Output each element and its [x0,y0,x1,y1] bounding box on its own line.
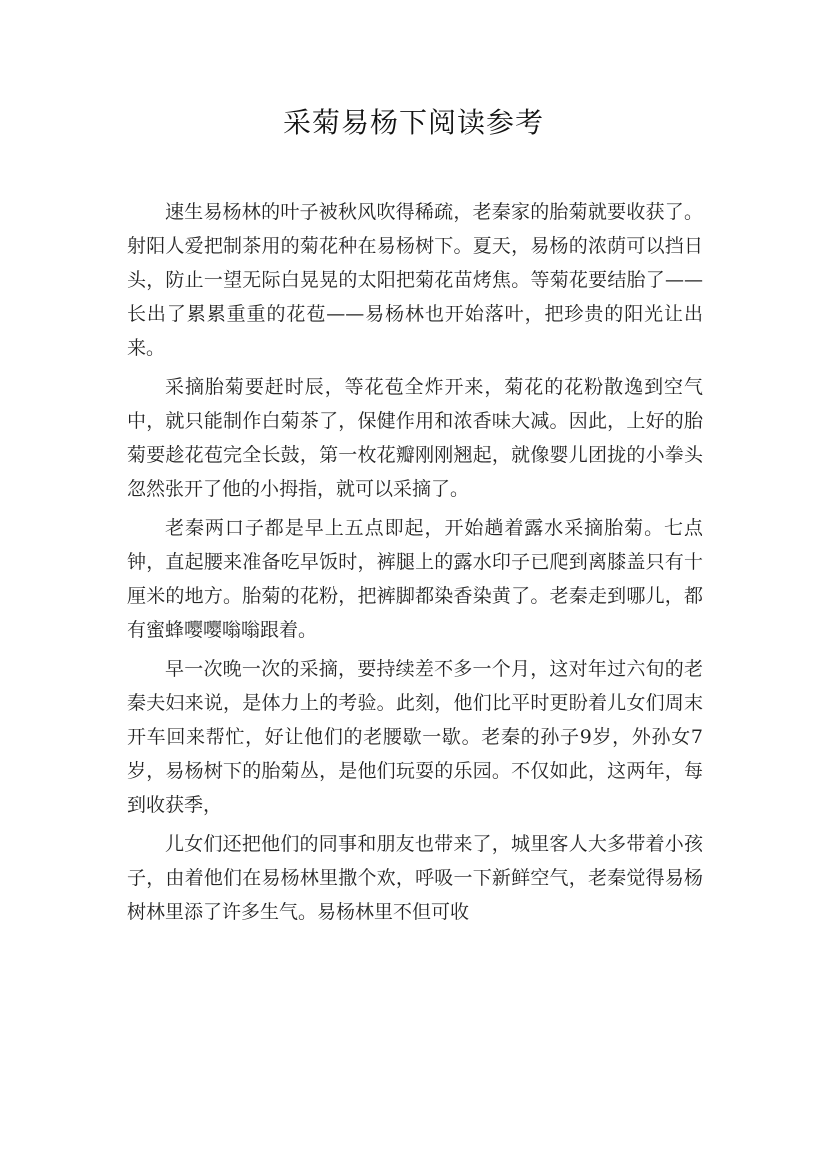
paragraph-3: 老秦两口子都是早上五点即起，开始趟着露水采摘胎菊。七点钟，直起腰来准备吃早饭时，裤腿上的露水印子已爬到离膝盖只有十厘米的地方。胎菊的花粉，把裤脚都染香染黄了。老秦走到哪儿，都有蜜蜂嘤嘤嗡嗡跟着。 [127,517,703,641]
document-title: 采菊易杨下阅读参考 [282,106,544,139]
document-body [127,195,703,934]
paragraph-1: 速生易杨林的叶子被秋风吹得稀疏，老秦家的胎菊就要收获了。射阳人爱把制茶用的菊花种在易杨树下。夏天，易杨的浓荫可以挡日头，防止一望无际白晃晃的太阳把菊花苗烤焦。等菊花要结胎了——长出了累累重重的花苞——易杨林也开始落叶，把珍贵的阳光让出来。 [127,201,703,359]
paragraph-5: 儿女们还把他们的同事和朋友也带来了，城里客人大多带着小孩子，由着他们在易杨林里撒个欢，呼吸一下新鲜空气，老秦觉得易杨树林里添了许多生气。易杨林里不但可收 [127,833,703,923]
paragraph-2: 采摘胎菊要赶时辰，等花苞全炸开来，菊花的花粉散逸到空气中，就只能制作白菊茶了，保健作用和浓香味大减。因此，上好的胎菊要趁花苞完全长鼓，第一枚花瓣刚刚翘起，就像婴儿团拢的小拳头忽然张开了他的小拇指，就可以采摘了。 [127,376,703,500]
paragraph-4: 早一次晚一次的采摘，要持续差不多一个月，这对年过六旬的老秦夫妇来说，是体力上的考验。此刻，他们比平时更盼着儿女们周末开车回来帮忙，好让他们的老腰歇一歇。老秦的孙子9岁，外孙女7岁，易杨树下的胎菊丛，是他们玩耍的乐园。不仅如此，这两年，每到收获季， [127,658,703,816]
